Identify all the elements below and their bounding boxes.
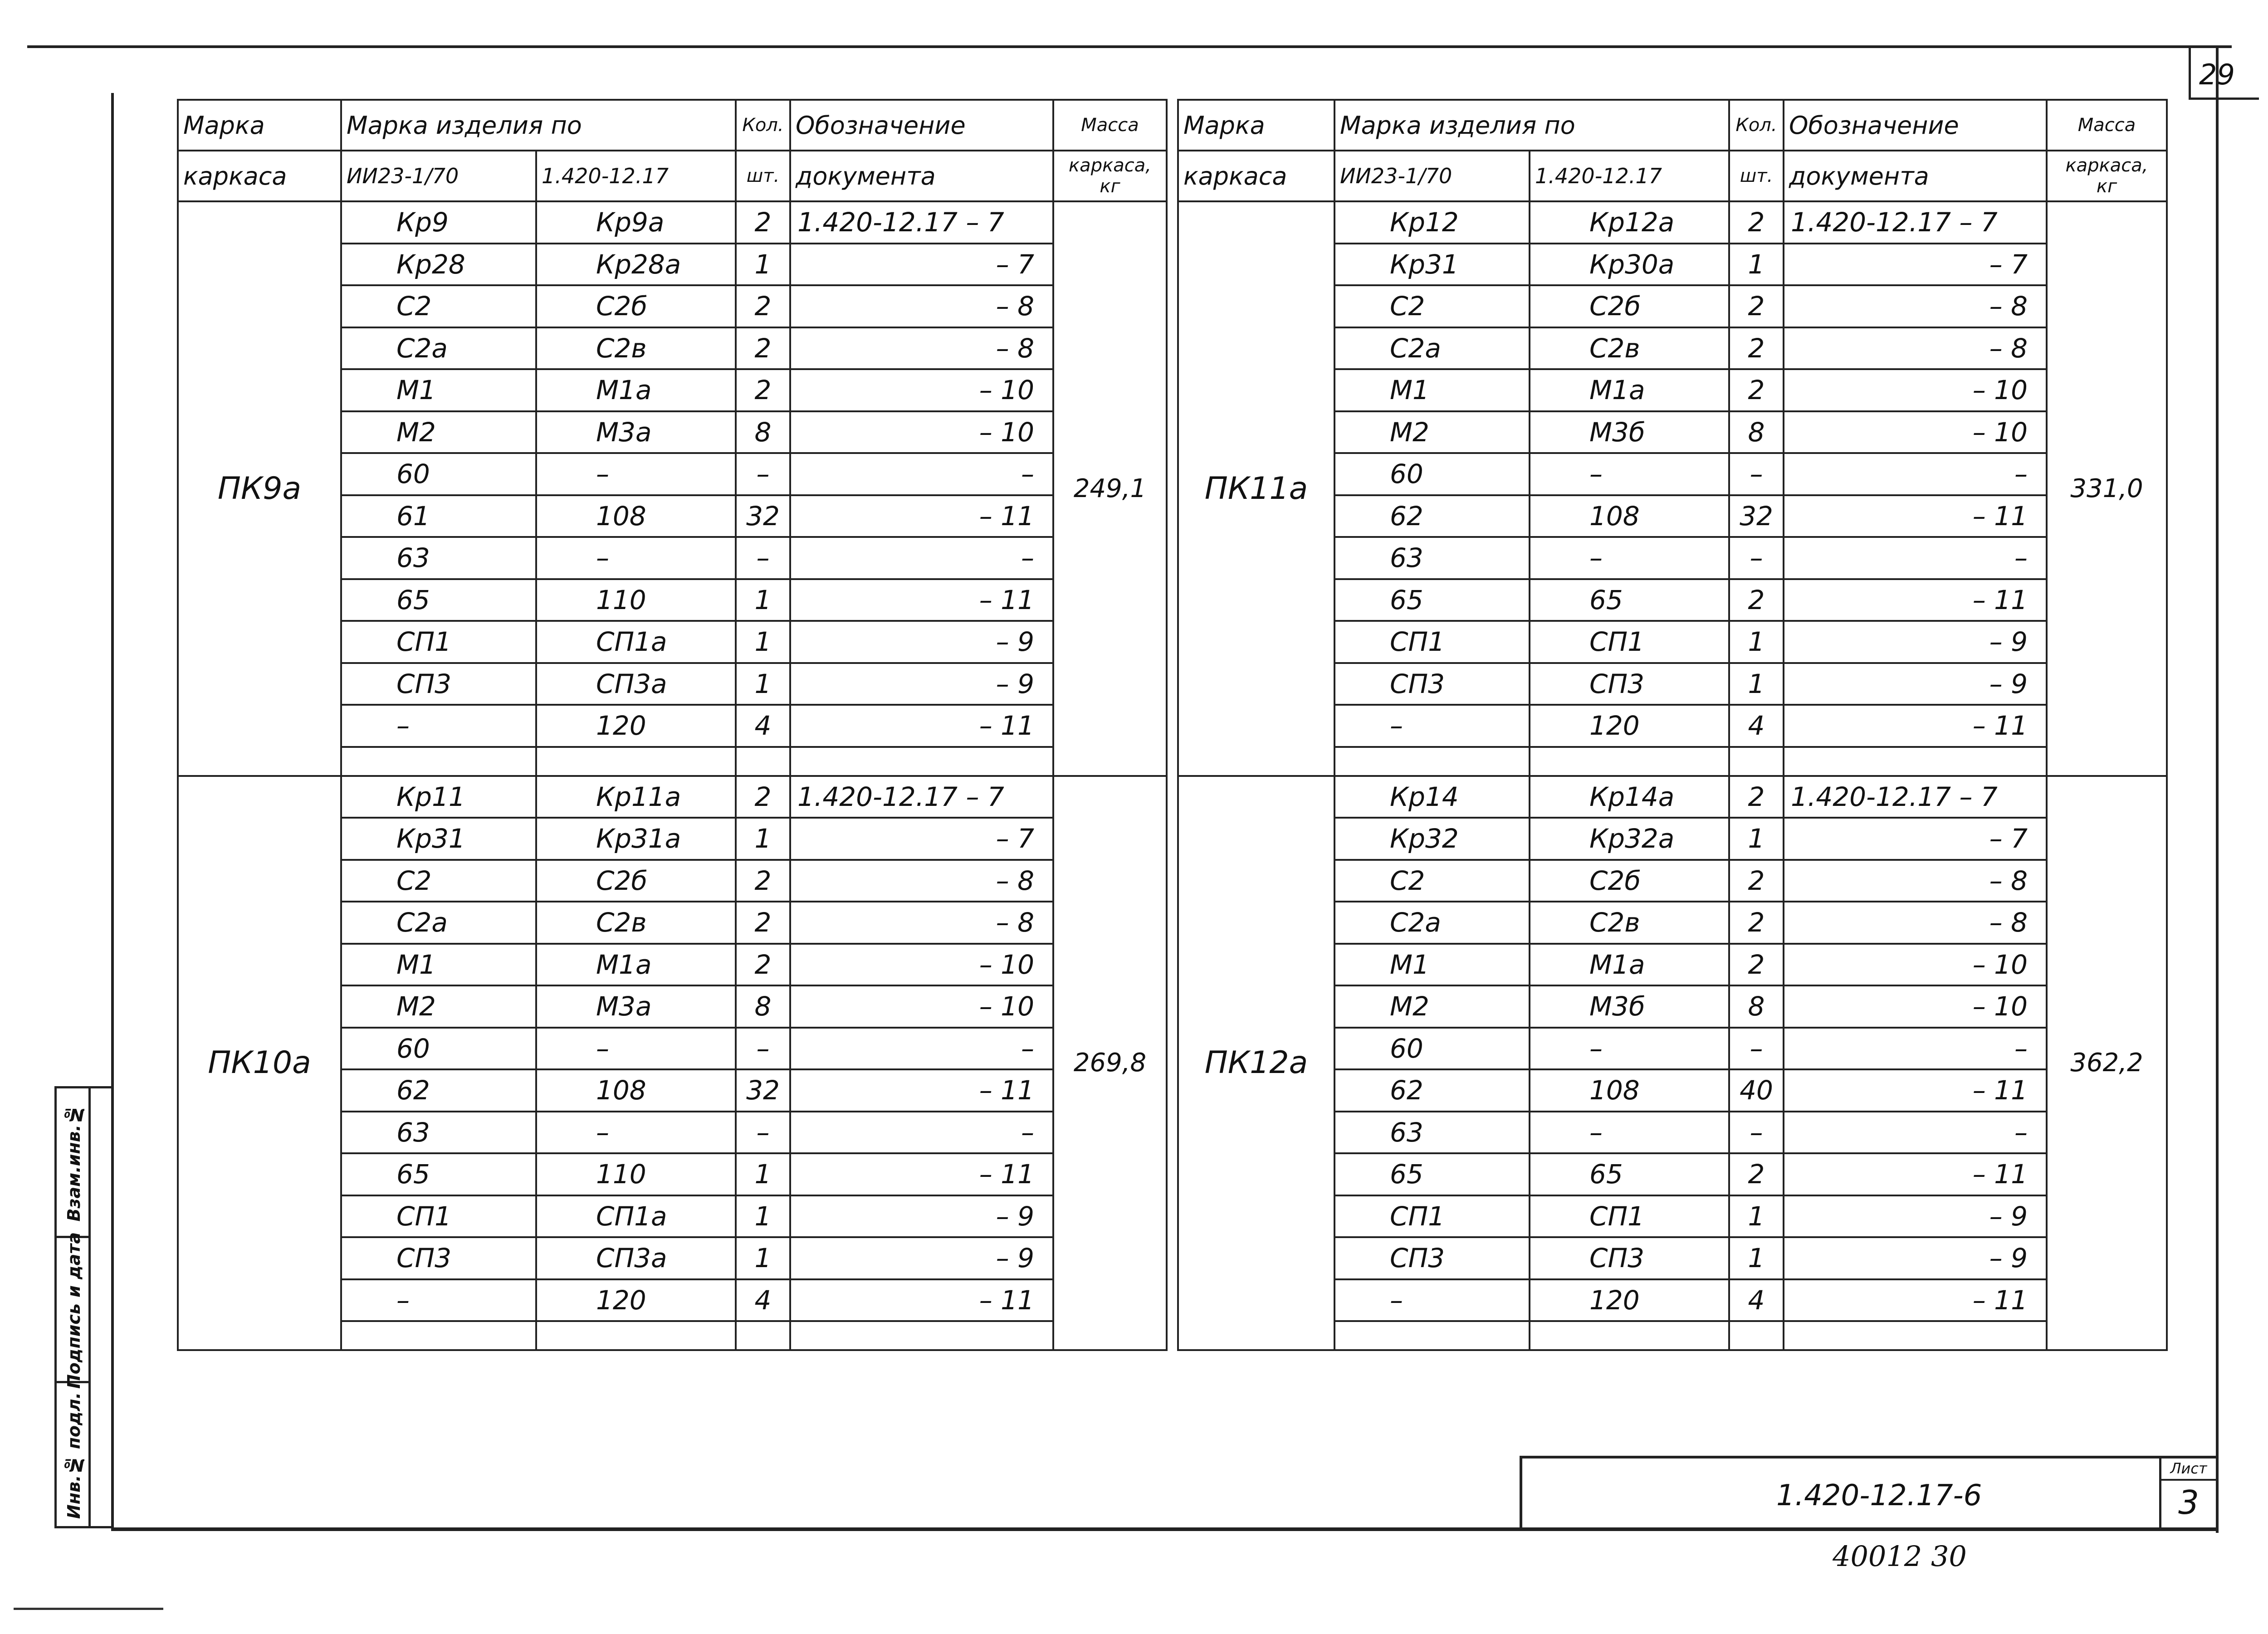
table-subheader-row xyxy=(178,151,1167,201)
product-mark-cell: С2а xyxy=(341,902,536,944)
quantity-cell: 1 xyxy=(736,579,790,621)
quantity-cell: 4 xyxy=(736,1279,790,1322)
quantity-cell: 32 xyxy=(1729,495,1784,537)
product-mark-cell: М2 xyxy=(1334,411,1530,454)
alt-mark-cell: С2б xyxy=(1530,860,1729,902)
document-cell: – 7 xyxy=(1784,244,2047,286)
quantity-cell: – xyxy=(1729,453,1784,495)
quantity-cell: 8 xyxy=(736,411,790,454)
blank-cell xyxy=(1530,747,1729,776)
header-product-mark: Марка изделия по xyxy=(1334,100,1729,151)
alt-mark-cell: 108 xyxy=(536,1069,736,1112)
document-cell: – xyxy=(790,1028,1053,1070)
product-mark-cell: 63 xyxy=(1334,537,1530,579)
right-table-body xyxy=(1178,201,2167,1350)
sheet-number: 3 xyxy=(2178,1483,2199,1522)
document-cell: – 10 xyxy=(790,369,1053,411)
product-mark-cell: 62 xyxy=(341,1069,536,1112)
product-mark-cell: М1 xyxy=(1334,369,1530,411)
page-number: 29 xyxy=(2199,58,2235,91)
subheader-series-b: 1.420-12.17 xyxy=(1530,151,1729,201)
product-mark-cell: М1 xyxy=(341,944,536,986)
product-mark-cell: 65 xyxy=(1334,1153,1530,1195)
right-specification-table xyxy=(1177,99,2168,1351)
alt-mark-cell: СП3а xyxy=(536,663,736,705)
quantity-cell: – xyxy=(736,1028,790,1070)
stamp-label-inventory: Инв.№ подл. xyxy=(64,1392,84,1519)
header-frame-mark: Марка xyxy=(1178,100,1334,151)
alt-mark-cell: 65 xyxy=(1530,1153,1729,1195)
product-mark-cell: Кр11 xyxy=(341,776,536,818)
alt-mark-cell: Кр12а xyxy=(1530,201,1729,244)
quantity-cell: 2 xyxy=(1729,579,1784,621)
alt-mark-cell: Кр32а xyxy=(1530,818,1729,860)
document-cell: 1.420-12.17 – 7 xyxy=(1784,776,2047,818)
quantity-cell: 4 xyxy=(1729,1279,1784,1322)
product-mark-cell: – xyxy=(1334,705,1530,747)
quantity-cell: 2 xyxy=(1729,860,1784,902)
product-mark-cell: 63 xyxy=(341,537,536,579)
stamp-label-signature: Подпись и дата xyxy=(64,1232,84,1389)
table-subheader-row xyxy=(1178,151,2167,201)
alt-mark-cell: М1а xyxy=(536,369,736,411)
document-cell: 1.420-12.17 – 7 xyxy=(790,776,1053,818)
alt-mark-cell: Кр11а xyxy=(536,776,736,818)
product-mark-cell: 65 xyxy=(341,579,536,621)
quantity-cell: 8 xyxy=(736,985,790,1028)
product-mark-cell: 60 xyxy=(341,1028,536,1070)
alt-mark-cell: Кр28а xyxy=(536,244,736,286)
frame-mark-cell: ПК11а xyxy=(1178,201,1334,776)
table-row xyxy=(178,776,1167,818)
blank-cell xyxy=(790,747,1053,776)
product-mark-cell: Кр31 xyxy=(1334,244,1530,286)
document-cell: – xyxy=(1784,1112,2047,1154)
left-table-body xyxy=(178,201,1167,1350)
subheader-series-a: ИИ23-1/70 xyxy=(341,151,536,201)
product-mark-cell: 62 xyxy=(1334,495,1530,537)
document-cell: – 10 xyxy=(1784,411,2047,454)
alt-mark-cell: М3б xyxy=(1530,985,1729,1028)
header-qty: Кол. xyxy=(736,100,790,151)
quantity-cell: 32 xyxy=(736,495,790,537)
table-row xyxy=(1178,201,2167,244)
document-cell: – 11 xyxy=(790,705,1053,747)
product-mark-cell: С2 xyxy=(1334,860,1530,902)
frame-mark-cell: ПК9а xyxy=(178,201,341,776)
alt-mark-cell: С2б xyxy=(536,285,736,327)
alt-mark-cell: М1а xyxy=(1530,944,1729,986)
alt-mark-cell: – xyxy=(1530,1028,1729,1070)
frame-mark-cell: ПК10а xyxy=(178,776,341,1351)
document-cell: – 9 xyxy=(1784,621,2047,663)
frame-mark-cell: ПК12а xyxy=(1178,776,1334,1351)
quantity-cell: 2 xyxy=(1729,369,1784,411)
header-doc: Обозначение xyxy=(790,100,1053,151)
product-mark-cell: 65 xyxy=(341,1153,536,1195)
quantity-cell: – xyxy=(1729,537,1784,579)
approval-stamp-sidebar xyxy=(54,1086,113,1528)
alt-mark-cell: СП1 xyxy=(1530,621,1729,663)
quantity-cell: 1 xyxy=(736,1195,790,1238)
blank-cell xyxy=(536,747,736,776)
document-cell: – 9 xyxy=(1784,663,2047,705)
document-cell: – 10 xyxy=(1784,944,2047,986)
alt-mark-cell: С2в xyxy=(536,327,736,370)
alt-mark-cell: – xyxy=(1530,537,1729,579)
alt-mark-cell: 120 xyxy=(536,1279,736,1322)
alt-mark-cell: 108 xyxy=(1530,495,1729,537)
product-mark-cell: 63 xyxy=(341,1112,536,1154)
alt-mark-cell: СП1а xyxy=(536,1195,736,1238)
alt-mark-cell: СП3 xyxy=(1530,1237,1729,1279)
stamp-divider xyxy=(88,1088,91,1526)
alt-mark-cell: – xyxy=(536,1028,736,1070)
quantity-cell: 8 xyxy=(1729,985,1784,1028)
product-mark-cell: – xyxy=(1334,1279,1530,1322)
document-cell: – 11 xyxy=(1784,705,2047,747)
document-cell: – 11 xyxy=(790,1069,1053,1112)
archive-number: 40012 30 xyxy=(1833,1540,1967,1573)
product-mark-cell: С2 xyxy=(341,860,536,902)
blank-cell xyxy=(1334,747,1530,776)
quantity-cell: 1 xyxy=(736,818,790,860)
header-qty: Кол. xyxy=(1729,100,1784,151)
title-block xyxy=(1520,1456,2161,1530)
quantity-cell: – xyxy=(736,453,790,495)
product-mark-cell: СП3 xyxy=(341,1237,536,1279)
alt-mark-cell: Кр31а xyxy=(536,818,736,860)
table-row xyxy=(1178,776,2167,818)
alt-mark-cell: С2б xyxy=(536,860,736,902)
blank-cell xyxy=(1784,1321,2047,1350)
alt-mark-cell: 108 xyxy=(536,495,736,537)
frame-mass-cell: 249,1 xyxy=(1053,201,1167,776)
quantity-cell: 2 xyxy=(1729,902,1784,944)
blank-cell xyxy=(1729,747,1784,776)
document-cell: – 8 xyxy=(1784,285,2047,327)
subheader-frame-mark: каркаса xyxy=(178,151,341,201)
product-mark-cell: М2 xyxy=(341,411,536,454)
alt-mark-cell: С2в xyxy=(1530,902,1729,944)
blank-cell xyxy=(736,1321,790,1350)
blank-cell xyxy=(790,1321,1053,1350)
document-cell: – xyxy=(1784,537,2047,579)
document-cell: – 9 xyxy=(790,621,1053,663)
table-row xyxy=(178,201,1167,244)
blank-cell xyxy=(1334,1321,1530,1350)
document-cell: – 11 xyxy=(790,1153,1053,1195)
alt-mark-cell: – xyxy=(536,537,736,579)
document-cell: – xyxy=(1784,453,2047,495)
document-cell: – 9 xyxy=(1784,1237,2047,1279)
document-cell: – xyxy=(790,537,1053,579)
product-mark-cell: М2 xyxy=(1334,985,1530,1028)
document-cell: – 11 xyxy=(1784,1069,2047,1112)
document-cell: – 11 xyxy=(1784,579,2047,621)
header-doc: Обозначение xyxy=(1784,100,2047,151)
alt-mark-cell: М1а xyxy=(536,944,736,986)
document-cell: – 7 xyxy=(1784,818,2047,860)
scan-edge-line xyxy=(14,1608,163,1610)
quantity-cell: 2 xyxy=(736,327,790,370)
document-cell: – 10 xyxy=(1784,985,2047,1028)
quantity-cell: 1 xyxy=(1729,818,1784,860)
alt-mark-cell: С2в xyxy=(1530,327,1729,370)
product-mark-cell: СП1 xyxy=(341,621,536,663)
alt-mark-cell: СП3 xyxy=(1530,663,1729,705)
quantity-cell: 2 xyxy=(1729,944,1784,986)
product-mark-cell: – xyxy=(341,1279,536,1322)
quantity-cell: 1 xyxy=(736,663,790,705)
document-cell: – 11 xyxy=(790,495,1053,537)
alt-mark-cell: М1а xyxy=(1530,369,1729,411)
quantity-cell: 1 xyxy=(1729,663,1784,705)
document-cell: – 11 xyxy=(1784,495,2047,537)
blank-cell xyxy=(341,747,536,776)
alt-mark-cell: – xyxy=(1530,453,1729,495)
document-cell: – 8 xyxy=(1784,327,2047,370)
product-mark-cell: С2а xyxy=(341,327,536,370)
quantity-cell: 1 xyxy=(1729,1237,1784,1279)
alt-mark-cell: С2б xyxy=(1530,285,1729,327)
quantity-cell: 4 xyxy=(1729,705,1784,747)
quantity-cell: 32 xyxy=(736,1069,790,1112)
quantity-cell: 1 xyxy=(1729,621,1784,663)
document-cell: – 10 xyxy=(1784,369,2047,411)
document-cell: – 11 xyxy=(790,1279,1053,1322)
subheader-series-a: ИИ23-1/70 xyxy=(1334,151,1530,201)
document-cell: – 9 xyxy=(790,663,1053,705)
frame-mass-cell: 331,0 xyxy=(2047,201,2167,776)
product-mark-cell: 60 xyxy=(341,453,536,495)
product-mark-cell: 65 xyxy=(1334,579,1530,621)
alt-mark-cell: 65 xyxy=(1530,579,1729,621)
quantity-cell: 2 xyxy=(736,776,790,818)
alt-mark-cell: 120 xyxy=(536,705,736,747)
subheader-doc: документа xyxy=(1784,151,2047,201)
quantity-cell: – xyxy=(736,537,790,579)
document-cell: – 8 xyxy=(790,860,1053,902)
document-cell: – 10 xyxy=(790,411,1053,454)
quantity-cell: 2 xyxy=(1729,285,1784,327)
document-cell: – xyxy=(790,453,1053,495)
document-cell: – xyxy=(1784,1028,2047,1070)
quantity-cell: 2 xyxy=(736,944,790,986)
document-cell: – xyxy=(790,1112,1053,1154)
product-mark-cell: 62 xyxy=(1334,1069,1530,1112)
header-frame-mark: Марка xyxy=(178,100,341,151)
product-mark-cell: М1 xyxy=(1334,944,1530,986)
alt-mark-cell: СП1а xyxy=(536,621,736,663)
quantity-cell: 1 xyxy=(736,1237,790,1279)
blank-cell xyxy=(341,1321,536,1350)
product-mark-cell: СП3 xyxy=(1334,663,1530,705)
product-mark-cell: – xyxy=(341,705,536,747)
quantity-cell: 2 xyxy=(736,860,790,902)
sheet-box xyxy=(2159,1456,2216,1530)
document-code: 1.420-12.17-6 xyxy=(1776,1479,1982,1512)
quantity-cell: 8 xyxy=(1729,411,1784,454)
document-cell: – 7 xyxy=(790,818,1053,860)
document-cell: – 8 xyxy=(1784,860,2047,902)
frame-mass-cell: 362,2 xyxy=(2047,776,2167,1351)
subheader-doc: документа xyxy=(790,151,1053,201)
quantity-cell: 40 xyxy=(1729,1069,1784,1112)
subheader-frame-mark: каркаса xyxy=(1178,151,1334,201)
product-mark-cell: СП1 xyxy=(1334,621,1530,663)
frame-border-right xyxy=(2216,45,2219,1533)
subheader-series-b: 1.420-12.17 xyxy=(536,151,736,201)
document-cell: – 10 xyxy=(790,985,1053,1028)
document-cell: – 10 xyxy=(790,944,1053,986)
alt-mark-cell: – xyxy=(536,1112,736,1154)
document-cell: – 11 xyxy=(790,579,1053,621)
product-mark-cell: СП1 xyxy=(341,1195,536,1238)
document-cell: – 9 xyxy=(1784,1195,2047,1238)
subheader-qty: шт. xyxy=(736,151,790,201)
product-mark-cell: Кр28 xyxy=(341,244,536,286)
product-mark-cell: 60 xyxy=(1334,453,1530,495)
quantity-cell: 1 xyxy=(1729,1195,1784,1238)
subheader-mass: каркаса, кг xyxy=(1053,151,1167,201)
header-product-mark: Марка изделия по xyxy=(341,100,736,151)
document-cell: – 9 xyxy=(790,1195,1053,1238)
product-mark-cell: СП3 xyxy=(1334,1237,1530,1279)
product-mark-cell: С2 xyxy=(341,285,536,327)
alt-mark-cell: 120 xyxy=(1530,1279,1729,1322)
document-cell: – 7 xyxy=(790,244,1053,286)
product-mark-cell: 60 xyxy=(1334,1028,1530,1070)
product-mark-cell: М2 xyxy=(341,985,536,1028)
subheader-mass: каркаса, кг xyxy=(2047,151,2167,201)
alt-mark-cell: Кр30а xyxy=(1530,244,1729,286)
document-cell: – 11 xyxy=(1784,1153,2047,1195)
document-cell: 1.420-12.17 – 7 xyxy=(790,201,1053,244)
alt-mark-cell: С2в xyxy=(536,902,736,944)
alt-mark-cell: СП1 xyxy=(1530,1195,1729,1238)
quantity-cell: 1 xyxy=(736,1153,790,1195)
product-mark-cell: 61 xyxy=(341,495,536,537)
document-cell: – 11 xyxy=(1784,1279,2047,1322)
quantity-cell: – xyxy=(1729,1112,1784,1154)
blank-cell xyxy=(1784,747,2047,776)
quantity-cell: 2 xyxy=(736,201,790,244)
product-mark-cell: С2а xyxy=(1334,902,1530,944)
quantity-cell: 1 xyxy=(736,621,790,663)
quantity-cell: 2 xyxy=(1729,776,1784,818)
product-mark-cell: Кр14 xyxy=(1334,776,1530,818)
alt-mark-cell: 110 xyxy=(536,579,736,621)
table-header-row xyxy=(1178,100,2167,151)
alt-mark-cell: М3а xyxy=(536,985,736,1028)
document-cell: – 8 xyxy=(790,902,1053,944)
subheader-qty: шт. xyxy=(1729,151,1784,201)
stamp-label-replacement: Взам.инв.№ xyxy=(64,1105,84,1222)
product-mark-cell: СП3 xyxy=(341,663,536,705)
product-mark-cell: Кр12 xyxy=(1334,201,1530,244)
product-mark-cell: Кр31 xyxy=(341,818,536,860)
alt-mark-cell: 110 xyxy=(536,1153,736,1195)
blank-cell xyxy=(1729,1321,1784,1350)
quantity-cell: – xyxy=(1729,1028,1784,1070)
document-cell: – 9 xyxy=(790,1237,1053,1279)
header-mass: Масса xyxy=(1053,100,1167,151)
quantity-cell: 2 xyxy=(1729,1153,1784,1195)
product-mark-cell: М1 xyxy=(341,369,536,411)
document-cell: – 8 xyxy=(1784,902,2047,944)
alt-mark-cell: Кр9а xyxy=(536,201,736,244)
table-header-row xyxy=(178,100,1167,151)
document-cell: – 8 xyxy=(790,285,1053,327)
product-mark-cell: 63 xyxy=(1334,1112,1530,1154)
quantity-cell: 4 xyxy=(736,705,790,747)
alt-mark-cell: М3б xyxy=(1530,411,1729,454)
header-mass: Масса xyxy=(2047,100,2167,151)
alt-mark-cell: 108 xyxy=(1530,1069,1729,1112)
quantity-cell: – xyxy=(736,1112,790,1154)
frame-mass-cell: 269,8 xyxy=(1053,776,1167,1351)
sheet-label: Лист xyxy=(2161,1458,2216,1481)
alt-mark-cell: 120 xyxy=(1530,705,1729,747)
alt-mark-cell: – xyxy=(1530,1112,1729,1154)
alt-mark-cell: – xyxy=(536,453,736,495)
alt-mark-cell: Кр14а xyxy=(1530,776,1729,818)
left-specification-table xyxy=(177,99,1168,1351)
quantity-cell: 2 xyxy=(1729,327,1784,370)
alt-mark-cell: М3а xyxy=(536,411,736,454)
product-mark-cell: Кр9 xyxy=(341,201,536,244)
document-cell: 1.420-12.17 – 7 xyxy=(1784,201,2047,244)
product-mark-cell: Кр32 xyxy=(1334,818,1530,860)
quantity-cell: 2 xyxy=(736,902,790,944)
quantity-cell: 2 xyxy=(736,285,790,327)
blank-cell xyxy=(536,1321,736,1350)
blank-cell xyxy=(1530,1321,1729,1350)
product-mark-cell: С2а xyxy=(1334,327,1530,370)
quantity-cell: 2 xyxy=(1729,201,1784,244)
product-mark-cell: СП1 xyxy=(1334,1195,1530,1238)
blank-cell xyxy=(736,747,790,776)
frame-border-top xyxy=(27,45,2232,48)
quantity-cell: 1 xyxy=(1729,244,1784,286)
document-cell: – 8 xyxy=(790,327,1053,370)
quantity-cell: 2 xyxy=(736,369,790,411)
product-mark-cell: С2 xyxy=(1334,285,1530,327)
alt-mark-cell: СП3а xyxy=(536,1237,736,1279)
quantity-cell: 1 xyxy=(736,244,790,286)
